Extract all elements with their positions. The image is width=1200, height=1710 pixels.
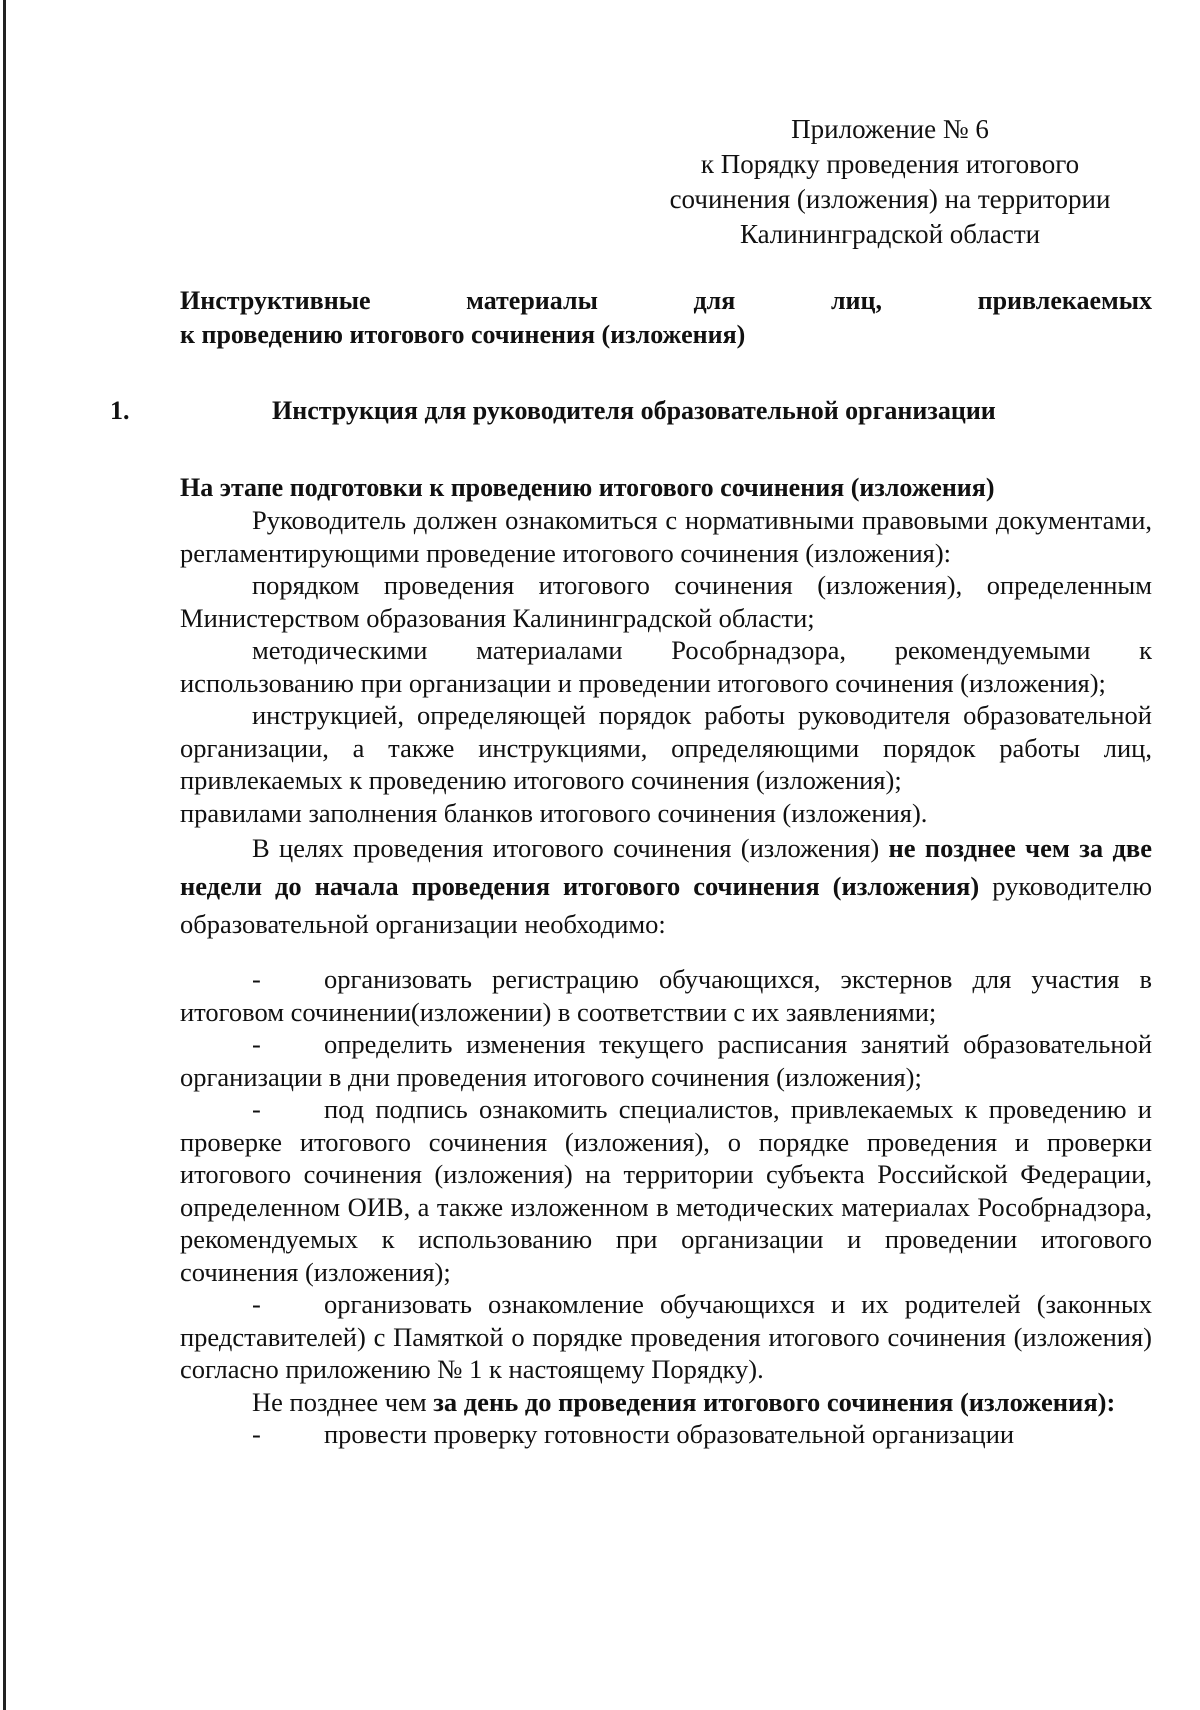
scan-left-edge <box>3 0 6 1710</box>
appendix-ref-line: к Порядку проведения итогового <box>700 149 1080 179</box>
list-item-text: провести проверку готовности образовательной организации <box>324 1419 1015 1449</box>
appendix-ref-line: Калининградской области <box>739 219 1041 249</box>
document-title-line: Инструктивные материалы для лиц, привлекаемых <box>180 286 1152 315</box>
paragraph-deadline <box>180 1386 1152 1419</box>
paragraph-text: руководителю образовательной организации необходимо: <box>180 871 1152 939</box>
paragraph: Руководитель должен ознакомиться с нормативными правовыми документами, регламентирующими проведение итогового сочинения (изложения): <box>180 505 1152 568</box>
deadline-emphasis: не позднее чем за две недели до начала проведения итогового сочинения (изложения) <box>180 833 1152 901</box>
list-dash: - <box>252 1029 261 1059</box>
document-title <box>180 284 1152 352</box>
list-item-text: организовать регистрацию обучающихся, экстернов для участия в итоговом сочинении(изложении) в соответствии с их заявлениями; <box>180 964 1152 1027</box>
list-dash: - <box>252 1419 261 1449</box>
list-item <box>180 1418 1152 1451</box>
list-dash: - <box>252 1289 261 1319</box>
paragraph-text: В целях проведения итогового сочинения (изложения) <box>252 833 889 863</box>
paragraph: инструкцией, определяющей порядок работы руководителя образовательной организации, а также инструкциями, определяющими порядок работы лиц, привлекаемых к проведению итогового сочинения (изложения); <box>180 700 1152 795</box>
paragraph-text: Не позднее чем <box>252 1386 434 1417</box>
list-item-text: под подпись ознакомить специалистов, привлекаемых к проведению и проверке итогового сочинения (изложения), о порядке проведения и проверки итогового сочинения (изложения) на территории субъекта Российской Федерации, определенном ОИВ, а также изложенном в методических материалах Рособрнадзора, рекомендуемых к использованию при организации и проведении итогового сочинения (изложения); <box>180 1094 1152 1287</box>
stage-heading: На этапе подготовки к проведению итогового сочинения (изложения) <box>180 473 995 502</box>
section-title: Инструкция для руководителя образовательной организации <box>272 396 996 425</box>
paragraph: методическими материалами Рособрнадзора, рекомендуемыми к использованию при организации и проведении итогового сочинения (изложения); <box>180 635 1152 698</box>
list-item <box>180 1093 1152 1288</box>
appendix-number: Приложение № 6 <box>791 114 989 144</box>
list-dash: - <box>252 1094 261 1124</box>
document-body <box>110 284 1152 1451</box>
list-item-text: организовать ознакомление обучающихся и их родителей (законных представителей) с Памяткой о порядке проведения итогового сочинения (изложения) согласно приложению № 1 к настоящему Порядку). <box>180 1289 1152 1384</box>
section-heading <box>110 394 1152 428</box>
document-title-line: к проведению итогового сочинения (изложения) <box>180 320 746 349</box>
list-item <box>180 963 1152 1028</box>
appendix-header <box>650 112 1130 252</box>
list-item <box>180 1028 1152 1093</box>
paragraph-deadline <box>180 829 1152 943</box>
deadline-emphasis: за день до проведения итогового сочинения (изложения): <box>433 1386 1116 1417</box>
list-item-text: определить изменения текущего расписания занятий образовательной организации в дни проведения итогового сочинения (изложения); <box>180 1029 1152 1092</box>
list-dash: - <box>252 964 261 994</box>
list-item <box>180 1288 1152 1386</box>
paragraph: правилами заполнения бланков итогового сочинения (изложения). <box>180 797 928 828</box>
paragraph: порядком проведения итогового сочинения (изложения), определенным Министерством образования Калининградской области; <box>180 570 1152 633</box>
appendix-ref-line: сочинения (изложения) на территории <box>669 184 1111 214</box>
section-number: 1. <box>110 396 130 425</box>
